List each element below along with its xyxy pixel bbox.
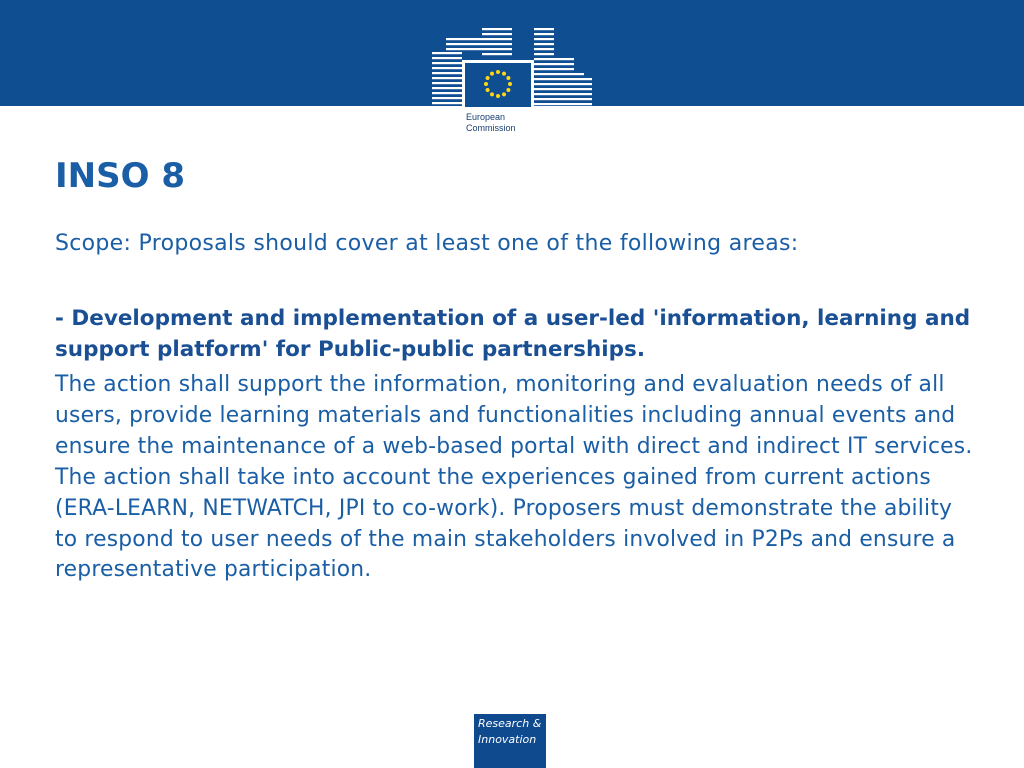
svg-text:European: European [466,112,506,122]
svg-text:Commission: Commission [466,123,516,133]
scope-text: Scope: Proposals should cover at least one of the following areas: [55,231,799,256]
research-innovation-logo-icon [474,714,546,768]
bullet-heading: - Development and implementation of a user-led 'information, learning and support platform' for Public-public partnerships. [55,306,971,362]
research-innovation-logo-line-2: Innovation [478,733,537,746]
european-commission-logo-icon [426,24,600,142]
research-innovation-logo-line-1: Research & [478,717,542,730]
body-paragraph: The action shall support the information, monitoring and evaluation needs of all users, provide learning materials and functionalities including annual events and ensure the maintenance of a web-based portal with direct and indirect IT services. The action shall take into account the experiences gained from current actions (ERA-LEARN, NETWATCH, JPI to co-work). Proposers must demonstrate the ability to respond to user needs of the main stakeholders involved in P2Ps and ensure a representative participation. [55,372,973,583]
slide-title: INSO 8 [55,156,185,196]
